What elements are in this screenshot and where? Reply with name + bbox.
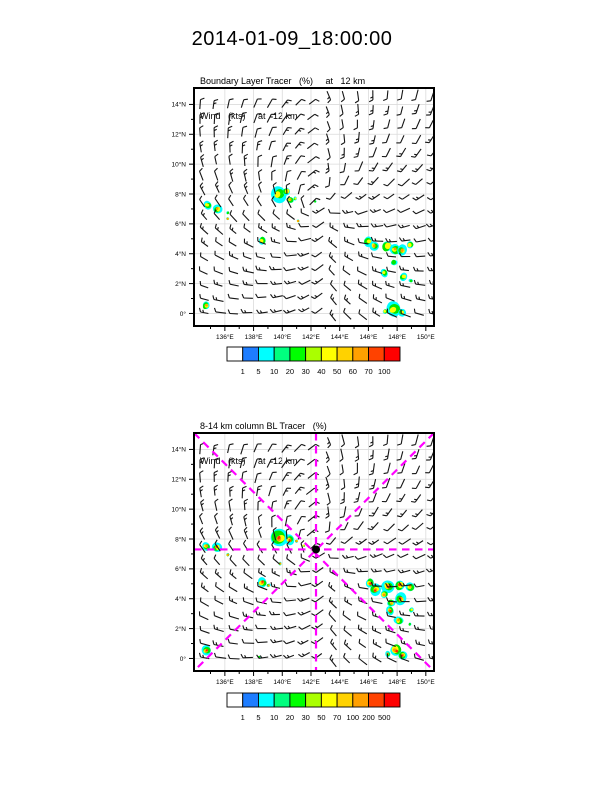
lon-tick-label: 148°E	[388, 334, 407, 341]
colorbar-label: 200	[362, 713, 375, 722]
lat-tick-label: 12°N	[171, 131, 186, 139]
column-bl-tracer-map	[150, 423, 450, 695]
colorbar-cell	[369, 347, 385, 361]
colorbar-label: 5	[256, 367, 261, 376]
lat-tick-label: 8°N	[175, 191, 186, 199]
lon-tick-label: 140°E	[273, 334, 292, 341]
colorbar-cell	[243, 693, 259, 707]
timestamp-title: 2014-01-09_18:00:00	[191, 28, 393, 50]
colorbar-cells	[227, 347, 400, 361]
colorbar-label: 100	[378, 367, 391, 376]
colorbar-cell	[290, 693, 306, 707]
lat-tick-label: 14°N	[171, 101, 186, 109]
colorbar-cell	[321, 693, 337, 707]
colorbar-label: 1	[240, 367, 245, 376]
top-tracer-subtitle: Boundary Layer Tracer (%) at 12 km	[200, 76, 366, 86]
colorbar-cell	[337, 347, 353, 361]
lat-tick-label: 0°	[179, 655, 186, 663]
lon-tick-label: 140°E	[273, 679, 292, 686]
colorbar-labels	[241, 713, 391, 722]
colorbar-label: 70	[332, 713, 342, 722]
colorbar-cell	[227, 347, 243, 361]
lat-tick-label: 4°N	[175, 596, 186, 604]
top-colorbar	[220, 345, 410, 379]
colorbar-cell	[384, 693, 400, 707]
boundary-layer-tracer-map	[150, 78, 450, 350]
bottom-tracer-subtitle: 8-14 km column BL Tracer (%)	[200, 421, 327, 431]
lat-tick-label: 6°N	[175, 221, 186, 229]
colorbar-cell	[306, 347, 322, 361]
colorbar-cell	[353, 347, 369, 361]
colorbar-label: 20	[285, 713, 295, 722]
lon-tick-label: 148°E	[388, 679, 407, 686]
colorbar-label: 60	[348, 367, 357, 376]
colorbar-label: 50	[317, 713, 326, 722]
lat-tick-label: 0°	[179, 310, 186, 318]
colorbar-cell	[258, 347, 274, 361]
lon-tick-label: 150°E	[416, 334, 435, 341]
lon-tick-label: 144°E	[330, 679, 349, 686]
colorbar-cell	[353, 693, 369, 707]
storm-center-marker	[312, 545, 320, 553]
wind-barbs	[200, 434, 441, 666]
colorbar-label: 30	[301, 367, 310, 376]
wind-barbs	[200, 90, 442, 321]
lat-tick-label: 2°N	[175, 280, 186, 288]
lon-tick-label: 150°E	[416, 679, 435, 686]
colorbar-label: 10	[270, 367, 279, 376]
lat-tick-label: 8°N	[175, 536, 186, 544]
colorbar-label: 10	[270, 713, 279, 722]
colorbar-cell	[274, 347, 290, 361]
lon-tick-label: 146°E	[359, 679, 378, 686]
colorbar-cell	[306, 693, 322, 707]
lat-tick-label: 4°N	[175, 251, 186, 259]
lon-tick-label: 138°E	[244, 334, 263, 341]
colorbar-label: 1	[240, 713, 245, 722]
colorbar-cell	[243, 347, 259, 361]
lon-tick-label: 138°E	[244, 679, 263, 686]
colorbar-cell	[337, 693, 353, 707]
colorbar-cell	[384, 347, 400, 361]
lon-tick-label: 146°E	[359, 334, 378, 341]
colorbar-label: 50	[332, 367, 342, 376]
bottom-wind-subtitle: Wind (kts) at 12 km	[200, 455, 298, 466]
colorbar-cell	[258, 693, 274, 707]
grid-lines	[194, 88, 434, 326]
colorbar-label: 5	[256, 713, 261, 722]
lat-tick-label: 14°N	[171, 446, 186, 454]
colorbar-cell	[227, 693, 243, 707]
lat-tick-label: 2°N	[175, 625, 186, 633]
lon-tick-label: 142°E	[302, 334, 320, 341]
colorbar-labels	[241, 367, 391, 376]
colorbar-label: 30	[301, 713, 310, 722]
lon-tick-label: 144°E	[330, 334, 349, 341]
bottom-colorbar	[220, 691, 410, 725]
lon-tick-label: 136°E	[215, 679, 234, 686]
colorbar-cell	[274, 693, 290, 707]
lon-tick-label: 142°E	[302, 679, 320, 686]
colorbar-cell	[369, 693, 385, 707]
lat-tick-label: 12°N	[171, 476, 186, 484]
colorbar-cells	[227, 693, 400, 707]
colorbar-label: 70	[364, 367, 373, 376]
colorbar-label: 500	[378, 713, 391, 722]
lon-tick-label: 136°E	[215, 334, 234, 341]
lat-tick-label: 6°N	[175, 566, 186, 574]
top-wind-subtitle: Wind (kts) at 12 km	[200, 110, 298, 121]
colorbar-label: 20	[285, 367, 295, 376]
colorbar-label: 40	[317, 367, 326, 376]
colorbar-label: 100	[346, 713, 360, 722]
colorbar-cell	[290, 347, 306, 361]
colorbar-cell	[321, 347, 337, 361]
lat-tick-label: 10°N	[171, 506, 186, 514]
map-frame	[194, 88, 434, 326]
lat-tick-label: 10°N	[171, 161, 186, 169]
